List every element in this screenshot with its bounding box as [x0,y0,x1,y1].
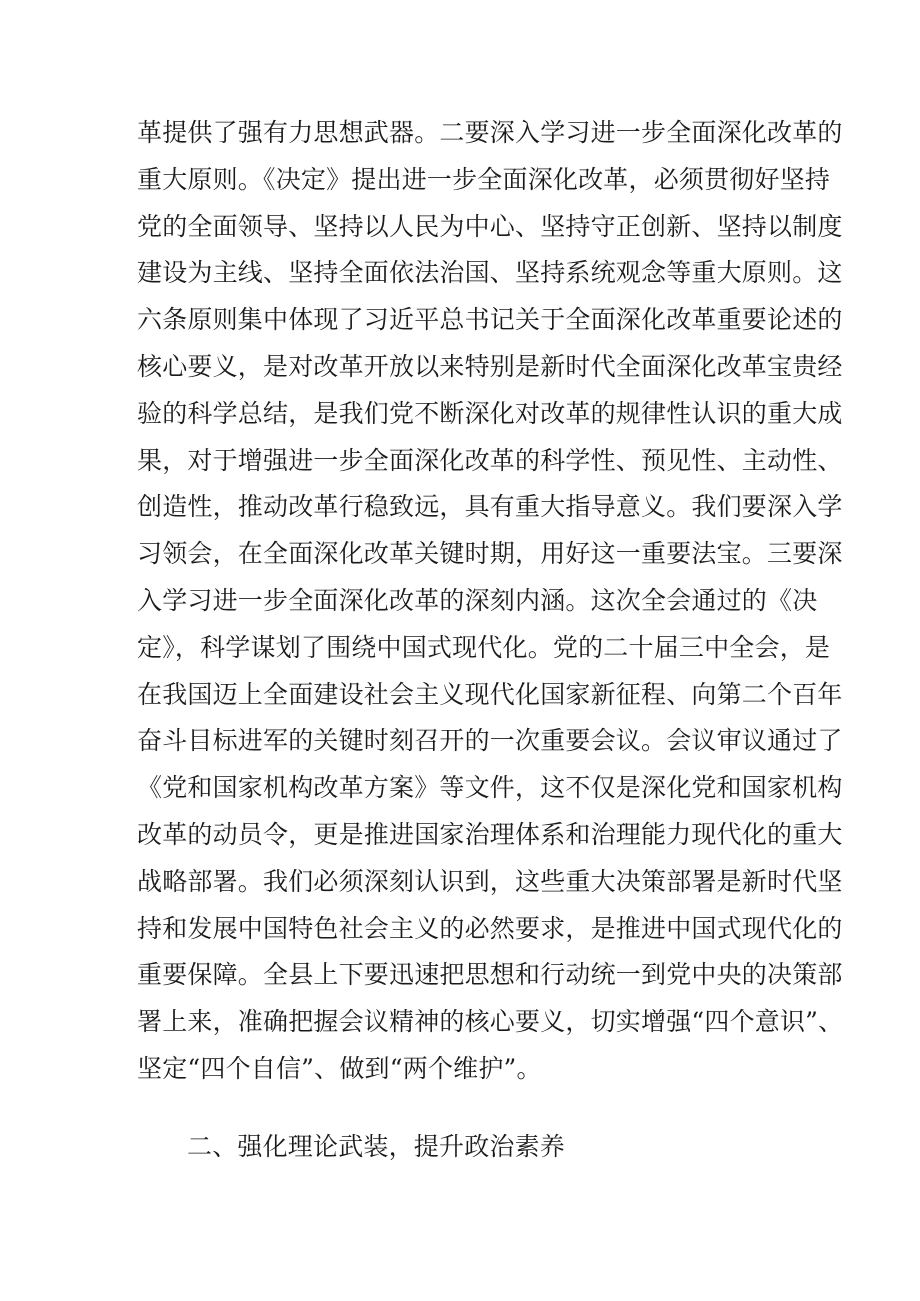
text-line: 建设为主线、坚持全面依法治国、坚持系统观念等重大原则。这 [137,258,843,288]
text-line: 坚定“四个自信”、做到“两个维护”。 [137,1053,542,1083]
text-line: 定》，科学谋划了围绕中国式现代化。党的二十届三中全会，是 [137,632,831,662]
text-line: 重大原则。《决定》提出进一步全面深化改革，必须贯彻好坚持 [137,164,831,194]
body-paragraph [137,110,844,1093]
text-line: 入学习进一步全面深化改革的深刻内涵。这次全会通过的《决 [137,585,818,615]
text-line: 持和发展中国特色社会主义的必然要求，是推进中国式现代化的 [137,913,843,943]
text-line: 革提供了强有力思想武器。二要深入学习进一步全面深化改革的 [137,118,843,147]
text-line: 战略部署。我们必须深刻认识到，这些重大决策部署是新时代坚 [137,866,843,896]
text-line: 《党和国家机构改革方案》等文件，这不仅是深化党和国家机构 [137,773,843,803]
section-heading: 二、强化理论武装，提升政治素养 [187,1132,566,1161]
text-line: 在我国迈上全面建设社会主义现代化国家新征程、向第二个百年 [137,679,843,709]
text-line: 重要保障。全县上下要迅速把思想和行动统一到党中央的决策部 [137,960,843,990]
text-line: 验的科学总结，是我们党不断深化对改革的规律性认识的重大成 [137,398,843,428]
text-line: 改革的动员令，更是推进国家治理体系和治理能力现代化的重大 [137,819,843,849]
text-line: 奋斗目标进军的关键时刻召开的一次重要会议。会议审议通过了 [137,726,843,756]
text-line: 果，对于增强进一步全面深化改革的科学性、预见性、主动性、 [137,445,843,475]
text-line: 习领会，在全面深化改革关键时期，用好这一重要法宝。三要深 [137,539,843,569]
text-line: 核心要义，是对改革开放以来特别是新时代全面深化改革宝贵经 [137,351,843,381]
text-line: 署上来，准确把握会议精神的核心要义，切实增强“四个意识”、 [137,1007,844,1037]
text-line: 党的全面领导、坚持以人民为中心、坚持守正创新、坚持以制度 [137,211,843,241]
text-line: 六条原则集中体现了习近平总书记关于全面深化改革重要论述的 [137,305,843,335]
text-line: 创造性，推动改革行稳致远，具有重大指导意义。我们要深入学 [137,492,843,522]
